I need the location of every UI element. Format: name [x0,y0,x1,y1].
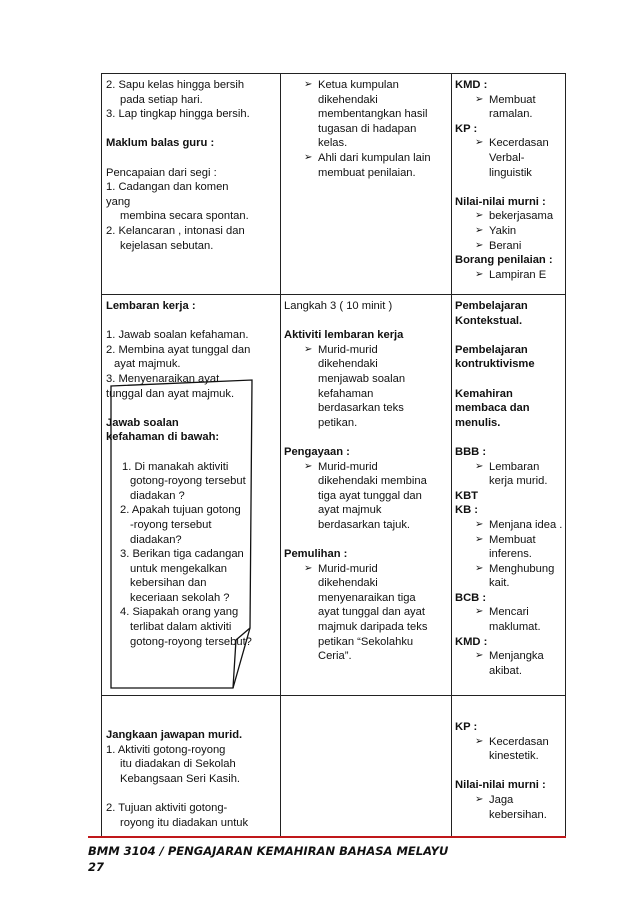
bullet-item-cont: petikan. [318,416,358,429]
question-line: diadakan? [130,533,182,546]
bullet-item-cont: ayat tunggal dan ayat [318,606,425,619]
bullet-item-cont: petikan “Sekolahku [318,635,414,648]
bullet-item: ➢ Menjangka [455,649,565,664]
column-divider-2 [451,73,452,837]
question-line: gotong-royong tersebut [130,475,246,488]
hand-drawn-note-box [105,378,255,692]
kontekstual-label: Pembelajaran [455,300,528,312]
question-line: -royong tersebut [130,518,212,531]
bullet-item-cont: linguistik [489,166,532,179]
bullet-item-cont: membentangkan hasil [318,108,428,121]
kmd-label: KMD : [455,635,488,648]
row1-col3-cell [455,78,565,282]
jangkaan-heading: Jangkaan jawapan murid. [106,729,243,741]
bullet-item-cont: berdasarkan tajuk. [318,518,411,531]
pemulihan-heading: Pemulihan : [284,548,348,561]
criteria-line: membina secara spontan. [120,210,249,223]
bcb-label: BCB : [455,591,487,604]
bullet-item: ➢ Murid-murid [284,562,450,577]
nilai-murni-label: Nilai-nilai murni : [455,195,546,208]
bullet-item-cont: membuat penilaian. [318,166,416,179]
task-line: ayat majmuk. [114,358,181,371]
bullet-item-cont: inferens. [489,548,532,561]
kmd-label: KMD : [455,79,488,91]
jawab-soalan-heading: Jawab soalan [106,416,179,429]
row2-col2-cell [284,299,450,664]
kemahiran-label: membaca dan [455,402,530,415]
lembaran-kerja-heading: Lembaran kerja : [106,300,196,312]
kontruktivisme-label: kontruktivisme [455,358,535,371]
row-divider-1 [101,294,566,295]
maklum-balas-heading: Maklum balas guru : [106,137,215,150]
answer-line: 1. Aktiviti gotong-royong [106,743,226,756]
bullet-item: ➢ Berani [455,239,565,254]
bullet-item: ➢ Kecerdasan [455,735,565,750]
nilai-murni-label: Nilai-nilai murni : [455,779,546,792]
step-line: 3. Lap tingkap hingga bersih. [106,108,250,121]
criteria-line: yang [106,195,131,208]
kp-label: KP : [455,122,478,135]
bullet-item: ➢ Lampiran E [455,268,565,283]
question-line: 4. Siapakah orang yang [120,606,239,619]
jawab-soalan-heading: kefahaman di bawah: [106,431,220,444]
borang-label: Borang penilaian : [455,254,553,267]
bullet-item: ➢ Menghubung [455,562,565,577]
question-line: kebersihan dan [130,577,207,590]
column-divider-1 [280,73,281,837]
question-line: 1. Di manakah aktiviti [122,460,229,473]
task-line: 1. Jawab soalan kefahaman. [106,329,249,342]
row2-col3-cell [455,299,565,678]
bullet-item: ➢ Murid-murid [284,343,450,358]
question-line: untuk mengekalkan [130,562,228,575]
kbt-label: KBT [455,489,478,502]
answer-line: 2. Tujuan aktiviti gotong- [106,801,228,814]
criteria-line: 2. Kelancaran , intonasi dan [106,224,245,237]
bullet-item-cont: kefahaman [318,387,374,400]
bullet-item-cont: berdasarkan teks [318,402,404,415]
step-line: 2. Sapu kelas hingga bersih [106,79,245,91]
pencapaian-label: Pencapaian dari segi : [106,166,217,179]
question-line: terlibat dalam aktiviti [130,621,232,634]
bullet-item: ➢ Jaga [455,793,565,808]
bullet-item-cont: dikehendaki [318,93,378,106]
bullet-item-cont: dikehendaki [318,577,378,590]
bullet-item-cont: kelas. [318,137,348,150]
note-box-outline [111,380,252,688]
row3-col3-cell [455,720,565,822]
bullet-item-cont: ayat majmuk [318,504,382,517]
aktiviti-heading: Aktiviti lembaran kerja [284,329,404,342]
criteria-line: kejelasan sebutan. [120,239,214,252]
step-line: pada setiap hari. [120,93,203,106]
footer-rule [88,836,566,838]
pengayaan-heading: Pengayaan : [284,445,350,458]
question-line: gotong-royong tersebut? [130,635,252,648]
task-line: 2. Membina ayat tunggal dan [106,343,251,356]
bullet-item-cont: dikehendaki membina [318,475,427,488]
kontruktivisme-label: Pembelajaran [455,343,528,356]
question-line: diadakan ? [130,489,185,502]
bullet-item-cont: maklumat. [489,621,541,634]
bullet-item: ➢ Murid-murid [284,460,450,475]
page-footer [88,843,448,875]
bullet-item-cont: dikehendaki [318,358,378,371]
bullet-item: ➢ Yakin [455,224,565,239]
bullet-item: ➢ bekerjasama [455,209,565,224]
bullet-item-cont: tiga ayat tunggal dan [318,489,422,502]
answer-line: Kebangsaan Seri Kasih. [120,772,241,785]
bullet-item-cont: akibat. [489,664,522,677]
bullet-item-cont: kerja murid. [489,475,548,488]
bullet-item: ➢ Mencari [455,605,565,620]
answer-line: itu diadakan di Sekolah [120,758,236,771]
bullet-item: ➢ Lembaran [455,460,565,475]
bullet-item-cont: kinestetik. [489,750,539,763]
kp-label: KP : [455,721,478,733]
page-number: 27 [88,860,105,874]
kb-label: KB : [455,504,478,517]
bullet-item: ➢ Membuat [455,533,565,548]
bullet-item: ➢ Ahli dari kumpulan lain [284,151,450,166]
answer-line: royong itu diadakan untuk [120,816,249,829]
bullet-item: ➢ Kecerdasan [455,136,565,151]
row3-col1-cell [106,728,278,830]
row1-col2-cell [284,78,450,180]
bullet-item: ➢ Menjana idea . [455,518,565,533]
bullet-item-cont: kebersihan. [489,808,547,821]
row1-col1-cell [106,78,278,253]
bbb-label: BBB : [455,445,487,458]
bullet-item: ➢ Ketua kumpulan [284,78,450,93]
bullet-item-cont: tugasan di hadapan [318,122,417,135]
bullet-item-cont: menjawab soalan [318,372,406,385]
bullet-item-cont: kait. [489,577,510,590]
bullet-item-cont: majmuk daripada teks [318,621,428,634]
bullet-item-cont: ramalan. [489,108,533,121]
bullet-item: ➢ Membuat [455,93,565,108]
row-divider-2 [101,695,566,696]
question-line: 2. Apakah tujuan gotong [120,504,241,517]
question-line: 3. Berikan tiga cadangan [120,548,244,561]
kemahiran-label: menulis. [455,416,501,429]
task-line: 3. Menyenaraikan ayat [106,372,220,385]
bullet-item-cont: Ceria”. [318,650,352,663]
task-line: tunggal dan ayat majmuk. [106,387,235,400]
footer-course-title: BMM 3104 / PENGAJARAN KEMAHIRAN BAHASA MELAYU [88,844,449,858]
criteria-line: 1. Cadangan dan komen [106,181,229,194]
langkah-label: Langkah 3 ( 10 minit ) [284,300,393,312]
question-line: keceriaan sekolah ? [130,591,230,604]
kemahiran-label: Kemahiran [455,387,513,400]
kontekstual-label: Kontekstual. [455,314,523,327]
bullet-item-cont: Verbal- [489,151,525,164]
bullet-item-cont: menyenaraikan tiga [318,591,416,604]
